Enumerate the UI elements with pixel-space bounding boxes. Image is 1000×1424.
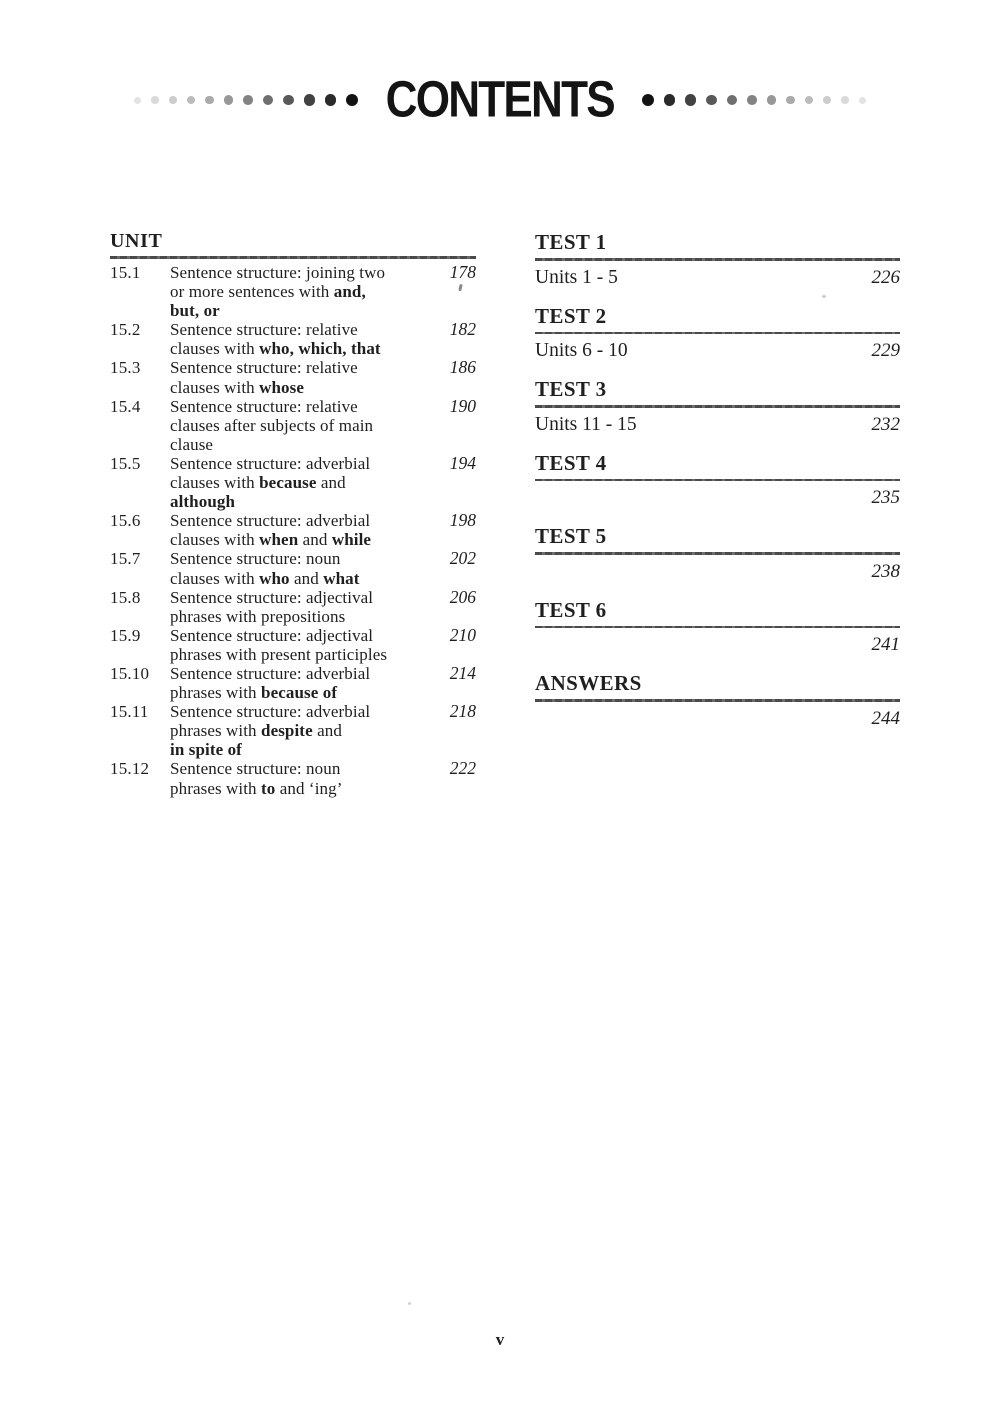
- bold-keyword: because of: [261, 683, 338, 703]
- unit-entry: [110, 588, 476, 626]
- test-section-rule: [535, 552, 900, 555]
- title-text-segment: Sentence structure: adverbial: [170, 663, 371, 683]
- tests-column: [535, 230, 900, 745]
- unit-entry: [110, 759, 476, 797]
- unit-entry-title-line: [170, 721, 432, 740]
- test-section-rule: [535, 405, 900, 408]
- unit-entry-title: [170, 588, 432, 626]
- bullet-dot-icon: [859, 97, 866, 104]
- bullet-dot-icon: [224, 95, 233, 104]
- title-text-segment: phrases with prepositions: [170, 606, 346, 626]
- bullet-dot-icon: [664, 94, 676, 106]
- test-section-page: 229: [871, 340, 900, 361]
- unit-entry-title: [170, 702, 432, 759]
- test-section-subtitle: Units 1 - 5: [535, 266, 618, 288]
- title-left-dots: [129, 94, 363, 106]
- unit-entry-title-line: [170, 358, 432, 377]
- unit-entry-title: [170, 759, 432, 797]
- test-section-page: 232: [871, 413, 900, 435]
- test-section: [535, 671, 900, 730]
- bullet-dot-icon: [283, 95, 294, 106]
- bold-keyword: in spite of: [170, 740, 242, 760]
- test-section-page: 238: [871, 560, 900, 582]
- bullet-dot-icon: [134, 97, 141, 104]
- title-text-segment: and: [298, 530, 332, 550]
- unit-entry-title: [170, 511, 432, 549]
- title-right-dots: [637, 94, 871, 106]
- test-section-page: 226: [871, 266, 900, 288]
- bullet-dot-icon: [747, 95, 757, 105]
- unit-entry-title-line: [170, 492, 432, 511]
- title-text-segment: clauses with: [170, 530, 260, 550]
- unit-entry-number: 15.12: [110, 759, 150, 779]
- bold-keyword: when: [259, 530, 299, 550]
- title-text-segment: clauses with: [170, 473, 260, 493]
- unit-heading: UNIT: [110, 230, 163, 252]
- unit-entry-number: 15.4: [110, 396, 141, 416]
- unit-entry-title-line: [170, 435, 432, 454]
- test-section-heading: TEST 4: [535, 450, 607, 475]
- test-section-subtitle: Units 11 - 15: [535, 413, 637, 435]
- bold-keyword: and,: [333, 282, 366, 302]
- unit-entry-page: 206: [449, 586, 476, 607]
- unit-entry-title: [170, 454, 432, 511]
- title-text-segment: Sentence structure: noun: [170, 549, 341, 569]
- bullet-dot-icon: [706, 95, 717, 106]
- title-text-segment: Sentence structure: adjectival: [170, 587, 374, 607]
- unit-entry-title-line: [170, 569, 432, 588]
- unit-entry: [110, 320, 476, 358]
- unit-entry-title: [170, 263, 432, 320]
- title-text-segment: phrases with present participles: [170, 644, 388, 664]
- unit-heading-rule: [110, 256, 476, 259]
- title-text-segment: clauses with: [170, 377, 260, 397]
- unit-entry-page: 210: [449, 624, 476, 645]
- unit-entry-title-line: [170, 740, 432, 759]
- test-section-rule: [535, 479, 900, 482]
- bold-keyword: but, or: [170, 301, 220, 321]
- unit-entry-title: [170, 626, 432, 664]
- scan-speck: [822, 295, 826, 298]
- title-text-segment: Sentence structure: relative: [170, 320, 358, 340]
- title-text-segment: and ‘ing’: [275, 778, 343, 798]
- test-section-page: 241: [871, 634, 900, 655]
- bold-keyword: to: [261, 778, 276, 798]
- unit-entry-title-line: [170, 339, 432, 358]
- test-section: [535, 451, 900, 510]
- unit-entry-number: 15.5: [110, 453, 141, 473]
- test-section-row: [535, 334, 900, 362]
- unit-entry-page: 222: [449, 758, 476, 779]
- unit-entry-title-line: [170, 511, 432, 530]
- bold-keyword: who, which, that: [259, 339, 381, 359]
- test-section: [535, 304, 900, 363]
- unit-entry-number: 15.1: [110, 263, 141, 282]
- test-section-row: [535, 408, 900, 436]
- title-text-segment: phrases with: [170, 778, 262, 798]
- unit-entry-page: 190: [449, 395, 476, 416]
- test-section-page: 244: [871, 707, 900, 729]
- unit-entry-title-line: [170, 454, 432, 473]
- title-text-segment: phrases with: [170, 721, 262, 741]
- bullet-dot-icon: [263, 95, 273, 105]
- bullet-dot-icon: [346, 94, 358, 106]
- test-section: [535, 230, 900, 289]
- unit-entry-number: 15.10: [110, 663, 150, 683]
- test-section-heading: TEST 5: [535, 524, 607, 548]
- title-text-segment: and: [316, 473, 346, 493]
- page-title-row: [0, 71, 1000, 129]
- title-text-segment: Sentence structure: adjectival: [170, 625, 374, 645]
- title-text-segment: Sentence structure: adverbial: [170, 702, 371, 722]
- title-text-segment: Sentence structure: relative: [170, 358, 358, 378]
- unit-entry-number: 15.6: [110, 511, 141, 531]
- bullet-dot-icon: [823, 96, 831, 104]
- test-section: [535, 524, 900, 583]
- unit-entries: [110, 263, 476, 798]
- unit-entry-title-line: [170, 626, 432, 645]
- unit-entry-page: 194: [449, 452, 476, 473]
- unit-entry: [110, 358, 476, 396]
- test-section-heading: ANSWERS: [535, 671, 642, 695]
- unit-entry: [110, 397, 476, 454]
- unit-entry: [110, 263, 476, 320]
- unit-entry: [110, 511, 476, 549]
- unit-entry-title-line: [170, 588, 432, 607]
- title-text-segment: and: [289, 568, 324, 588]
- unit-entry-number: 15.3: [110, 358, 141, 378]
- unit-entry-page: 178: [449, 262, 476, 282]
- bold-keyword: despite: [261, 721, 313, 741]
- bullet-dot-icon: [243, 95, 253, 105]
- unit-entry-number: 15.2: [110, 320, 141, 340]
- bullet-dot-icon: [169, 96, 177, 104]
- test-section-page: 235: [871, 487, 900, 508]
- unit-entry-title-line: [170, 702, 432, 721]
- unit-entry-title: [170, 320, 432, 358]
- bullet-dot-icon: [304, 94, 315, 105]
- unit-entry-title-line: [170, 320, 432, 339]
- page-title: CONTENTS: [385, 71, 615, 129]
- unit-entry: [110, 549, 476, 587]
- title-text-segment: clause: [170, 434, 214, 454]
- bullet-dot-icon: [841, 96, 848, 103]
- bullet-dot-icon: [727, 95, 737, 105]
- unit-entry-title-line: [170, 759, 432, 778]
- title-text-segment: Sentence structure: adverbial: [170, 453, 371, 473]
- unit-entry-page: 198: [449, 510, 476, 531]
- test-section-rule: [535, 626, 900, 629]
- unit-entry-title: [170, 358, 432, 396]
- test-section-heading: TEST 3: [535, 377, 607, 401]
- bullet-dot-icon: [325, 94, 337, 106]
- unit-entry-title: [170, 397, 432, 454]
- unit-entry-title-line: [170, 549, 432, 568]
- bold-keyword: whose: [259, 377, 305, 397]
- unit-entry-title-line: [170, 416, 432, 435]
- title-text-segment: Sentence structure: joining two: [170, 263, 386, 282]
- title-text-segment: phrases with: [170, 683, 262, 703]
- test-section: [535, 377, 900, 436]
- unit-entry-title-line: [170, 263, 432, 282]
- bold-keyword: although: [170, 492, 236, 512]
- unit-entry-title-line: [170, 397, 432, 416]
- unit-entry-page: 214: [449, 662, 476, 683]
- unit-column: [110, 230, 476, 798]
- bullet-dot-icon: [642, 94, 654, 106]
- unit-entry-title-line: [170, 473, 432, 492]
- bullet-dot-icon: [786, 96, 795, 105]
- test-section-row: [535, 261, 900, 289]
- unit-entry: [110, 626, 476, 664]
- test-section-row: [535, 481, 900, 509]
- title-text-segment: or more sentences with: [170, 282, 334, 302]
- scan-speck: [408, 1302, 411, 1305]
- bullet-dot-icon: [187, 96, 195, 104]
- test-section-subtitle: Units 6 - 10: [535, 340, 628, 361]
- unit-entry-number: 15.8: [110, 587, 141, 607]
- unit-entry-title-line: [170, 664, 432, 683]
- unit-entry: [110, 702, 476, 759]
- title-text-segment: and: [312, 721, 342, 741]
- bullet-dot-icon: [805, 96, 813, 104]
- title-text-segment: clauses with: [170, 568, 260, 588]
- test-section-rule: [535, 258, 900, 261]
- unit-entry-title: [170, 549, 432, 587]
- unit-entry-number: 15.11: [110, 702, 149, 722]
- unit-entry-page: 182: [449, 319, 476, 340]
- unit-entry-title-line: [170, 683, 432, 702]
- unit-entry-page: 218: [449, 701, 476, 722]
- unit-entry-number: 15.7: [110, 549, 141, 569]
- page-footer: v: [495, 1330, 505, 1349]
- title-text-segment: Sentence structure: relative: [170, 396, 358, 416]
- unit-entry-title: [170, 664, 432, 702]
- unit-entry-page: 202: [449, 548, 476, 569]
- bold-keyword: because: [259, 473, 317, 493]
- unit-entry: [110, 454, 476, 511]
- unit-entry-title-line: [170, 645, 432, 664]
- test-section-row: [535, 702, 900, 730]
- bullet-dot-icon: [205, 96, 214, 105]
- unit-entry-title-line: [170, 779, 432, 798]
- unit-entry-title-line: [170, 301, 432, 320]
- unit-entry-title-line: [170, 378, 432, 397]
- bullet-dot-icon: [151, 96, 158, 103]
- title-text-segment: clauses with: [170, 339, 260, 359]
- unit-entry-page: 186: [449, 357, 476, 378]
- unit-entry: [110, 664, 476, 702]
- title-text-segment: Sentence structure: adverbial: [170, 511, 371, 531]
- bullet-dot-icon: [767, 95, 776, 104]
- test-section-heading: TEST 1: [535, 230, 607, 254]
- bullet-dot-icon: [685, 94, 696, 105]
- bold-keyword: who: [259, 568, 290, 588]
- test-section-heading: TEST 2: [535, 303, 607, 328]
- title-text-segment: Sentence structure: noun: [170, 759, 341, 779]
- unit-entry-title-line: [170, 607, 432, 626]
- test-section-row: [535, 555, 900, 583]
- bold-keyword: while: [331, 530, 372, 550]
- bold-keyword: what: [323, 568, 360, 588]
- title-text-segment: clauses after subjects of main: [170, 415, 374, 435]
- test-section: [535, 598, 900, 657]
- test-section-row: [535, 628, 900, 656]
- unit-entry-title-line: [170, 282, 432, 301]
- unit-entry-number: 15.9: [110, 625, 141, 645]
- test-section-heading: TEST 6: [535, 597, 607, 622]
- test-section-rule: [535, 332, 900, 335]
- test-section-rule: [535, 699, 900, 702]
- unit-entry-title-line: [170, 530, 432, 549]
